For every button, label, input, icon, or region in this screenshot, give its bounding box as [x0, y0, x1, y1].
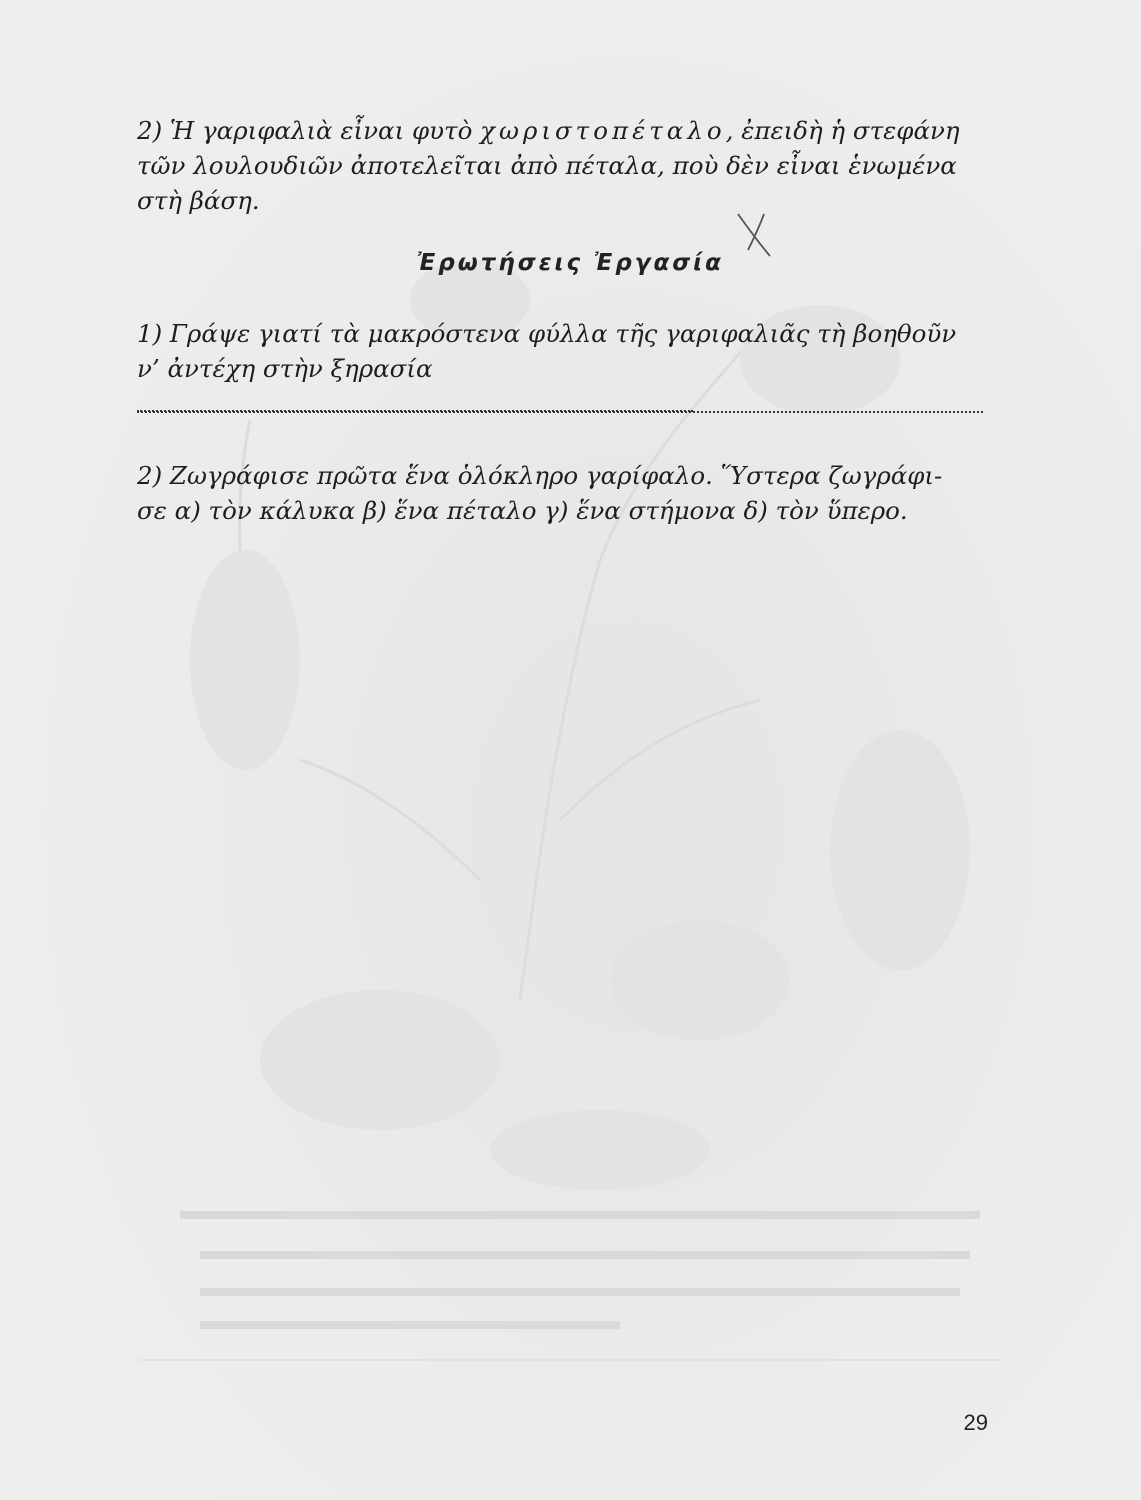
section-heading: Ἐρωτήσεις Ἐργασία — [417, 250, 724, 276]
answer-2-spaced-term: χωριστοπέταλο — [480, 116, 726, 145]
answer-2-text-end: , ἐπειδὴ ἡ στεφάνη τῶν λουλουδιῶν ἀποτελεῖται ἀπὸ πέταλα, ποὺ δὲν εἶναι ἑνωμένα στὴ βάση. — [137, 116, 960, 215]
question-1-line-1: 1) Γράψε γιατί τὰ μακρόστενα φύλλα τῆς γαριφαλιᾶς τὴ βοηθοῦν — [137, 319, 957, 348]
answer-line-dots-2[interactable] — [137, 397, 983, 413]
question-1-line-2: ν’ ἀντέχη στὴν ξηρασία — [137, 354, 433, 383]
question-2-line-2: σε α) τὸν κάλυκα β) ἕνα πέταλο γ) ἕνα στήμονα δ) τὸν ὕπερο. — [137, 496, 908, 525]
answer-2-text-start: 2) Ἡ γαριφαλιὰ εἶναι φυτὸ — [137, 116, 481, 145]
page-number: 29 — [963, 1410, 988, 1435]
answer-2-paragraph — [137, 113, 987, 218]
question-2 — [137, 458, 987, 528]
question-2-line-1: 2) Ζωγράφισε πρῶτα ἕνα ὁλόκληρο γαρίφαλο. Ὕστερα ζωγράφι- — [137, 461, 943, 490]
